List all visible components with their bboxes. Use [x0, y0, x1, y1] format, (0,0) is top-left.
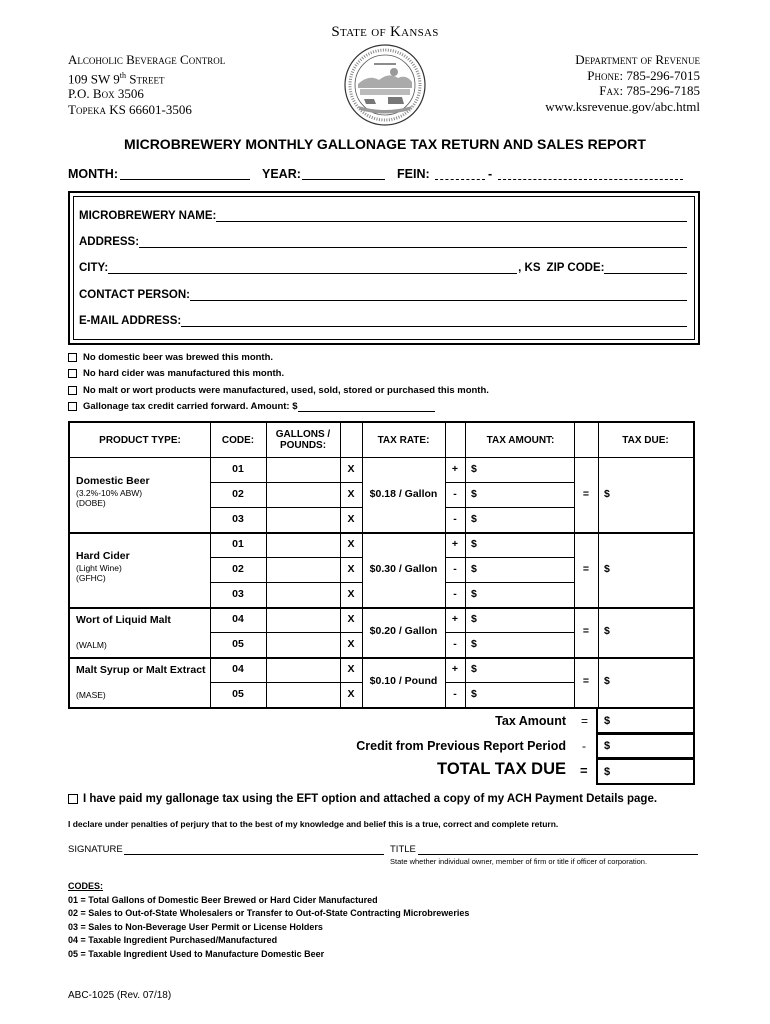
codes-legend: [68, 880, 469, 961]
credit-field[interactable]: [596, 733, 695, 759]
equals-sign: =: [582, 487, 590, 500]
multiply-sign: X: [347, 538, 355, 550]
group-divider: [70, 607, 693, 609]
website-link[interactable]: www.ksrevenue.gov/abc.html: [545, 98, 700, 114]
tax-due-input[interactable]: [616, 535, 689, 604]
checkbox-icon[interactable]: [68, 386, 77, 395]
month-label: MONTH:: [68, 167, 118, 181]
tax-amount-input[interactable]: [483, 509, 570, 530]
street-number: 109 SW 9: [68, 70, 120, 86]
agency-name: Alcoholic Beverage Control: [68, 52, 226, 67]
zip-field[interactable]: [604, 261, 687, 274]
checkbox-icon[interactable]: [68, 369, 77, 378]
gallons-input[interactable]: [268, 534, 338, 555]
contact-row: [79, 288, 687, 301]
title-field[interactable]: [418, 854, 698, 855]
code-item: 05 = Taxable Ingredient Used to Manufacture Domestic Beer: [68, 948, 325, 959]
form-number: ABC-1025 (Rev. 07/18): [68, 990, 172, 1001]
tax-amount-total-field[interactable]: [596, 707, 695, 734]
checkbox-credit-forward[interactable]: [68, 401, 435, 412]
dollar-sign: $: [471, 613, 477, 625]
code-value: 04: [232, 663, 244, 675]
tax-amount-operator: =: [581, 714, 589, 728]
multiply-sign: X: [347, 463, 355, 475]
row-divider: [445, 482, 574, 483]
fein-suffix-field[interactable]: [498, 179, 683, 180]
row-divider: [210, 582, 362, 583]
tax-amount-input[interactable]: [483, 609, 570, 630]
code-value: 05: [232, 688, 244, 700]
multiply-sign: X: [347, 613, 355, 625]
email-label: E-MAIL ADDRESS:: [79, 315, 182, 327]
gallons-input[interactable]: [268, 484, 338, 505]
header-tax-due: TAX DUE:: [622, 434, 669, 446]
year-field[interactable]: [302, 179, 385, 180]
email-field[interactable]: [181, 314, 687, 327]
city-label: CITY:: [79, 262, 109, 274]
email-row: [79, 314, 687, 327]
gallons-input[interactable]: [268, 659, 338, 680]
checkbox-no-hard-cider[interactable]: [68, 368, 284, 379]
gallons-input[interactable]: [268, 634, 338, 655]
operator-sign: -: [453, 638, 457, 650]
dollar-sign: $: [604, 675, 610, 687]
zip-label: ZIP CODE:: [546, 262, 605, 274]
state-title: State of Kansas: [331, 24, 439, 40]
gallons-input[interactable]: [268, 459, 338, 480]
row-divider: [445, 557, 574, 558]
gallons-input[interactable]: [268, 584, 338, 605]
header-tax-rate: TAX RATE:: [377, 434, 430, 446]
dollar-sign: $: [471, 488, 477, 500]
phone-number: Phone: 785-296-7015: [587, 67, 700, 83]
checkbox-icon[interactable]: [68, 402, 77, 411]
total-tax-due-field[interactable]: [596, 758, 695, 785]
gallons-input[interactable]: [268, 559, 338, 580]
month-field[interactable]: [120, 179, 250, 180]
state-label: , KS: [518, 262, 541, 274]
department-name: Department of Revenue: [575, 52, 700, 67]
header-gallons-pounds: GALLONS / POUNDS:: [275, 429, 331, 451]
eft-checkbox-icon[interactable]: [68, 794, 78, 804]
group-divider: [70, 657, 693, 659]
tax-rate-value: $0.20 / Gallon: [369, 625, 438, 637]
eft-statement: I have paid my gallonage tax using the EFT option and attached a copy of my ACH Payment Details page.: [83, 793, 658, 805]
street-name: Street: [126, 70, 165, 86]
tax-rate-value: $0.10 / Pound: [369, 675, 438, 687]
dollar-sign: $: [471, 638, 477, 650]
product-type-name: Malt Syrup or Malt Extract: [76, 664, 206, 676]
row-divider: [445, 682, 574, 683]
code-value: 01: [232, 538, 244, 550]
title-note: State whether individual owner, member of firm or title if officer of corporation.: [390, 857, 648, 866]
checkbox-label: Gallonage tax credit carried forward. Amount: $: [83, 401, 298, 412]
row-divider: [210, 632, 362, 633]
code-value: 02: [232, 488, 244, 500]
code-value: 04: [232, 613, 244, 625]
operator-sign: +: [451, 613, 459, 625]
product-abbreviation: (DOBE): [76, 498, 106, 508]
name-row: [79, 209, 687, 222]
code-value: 03: [232, 513, 244, 525]
multiply-sign: X: [347, 488, 355, 500]
multiply-sign: X: [347, 588, 355, 600]
total-operator: =: [580, 763, 588, 778]
operator-sign: +: [451, 538, 459, 550]
tax-due-input[interactable]: [616, 460, 689, 529]
address-field[interactable]: [139, 235, 687, 248]
form-title: MICROBREWERY MONTHLY GALLONAGE TAX RETURN AND SALES REPORT: [124, 136, 646, 152]
dollar-sign: $: [471, 688, 477, 700]
row-divider: [445, 507, 574, 508]
dollar-sign: $: [604, 562, 610, 575]
microbrewery-name-field[interactable]: [216, 209, 687, 222]
tax-amount-label: Tax Amount: [495, 714, 566, 728]
product-abbreviation: (GFHC): [76, 573, 106, 583]
fax-number: Fax: 785-296-7185: [599, 83, 700, 98]
row-divider: [210, 482, 362, 483]
multiply-sign: X: [347, 563, 355, 575]
city-field[interactable]: [108, 261, 517, 274]
address-row: [79, 235, 687, 248]
dollar-sign: $: [471, 463, 477, 475]
operator-sign: -: [453, 688, 457, 700]
address-label: ADDRESS:: [79, 236, 140, 248]
checkbox-icon[interactable]: [68, 353, 77, 362]
credit-label: Credit from Previous Report Period: [356, 739, 566, 753]
microbrewery-info-box: [68, 191, 700, 345]
street-address: [68, 68, 225, 87]
dollar-sign: $: [471, 513, 477, 525]
fein-dash: -: [488, 167, 493, 181]
checkbox-label: No malt or wort products were manufactured, used, sold, stored or purchased this month.: [83, 385, 489, 396]
gallons-input[interactable]: [268, 509, 338, 530]
dollar-sign: $: [471, 538, 477, 550]
checkbox-no-malt-wort[interactable]: [68, 385, 489, 396]
row-divider: [210, 557, 362, 558]
tax-amount-input[interactable]: [483, 534, 570, 555]
tax-rate-value: $0.30 / Gallon: [369, 562, 438, 575]
operator-sign: +: [451, 463, 459, 475]
header-product-type: PRODUCT TYPE:: [99, 434, 181, 446]
product-abbreviation: (MASE): [76, 690, 106, 700]
product-type-name: Domestic Beer: [76, 475, 150, 487]
row-divider: [445, 632, 574, 633]
product-type-name: Wort of Liquid Malt: [76, 614, 171, 626]
code-item: 01 = Total Gallons of Domestic Beer Brewed or Hard Cider Manufactured: [68, 894, 378, 905]
operator-sign: -: [453, 513, 457, 525]
dollar-sign: $: [471, 588, 477, 600]
tax-amount-input[interactable]: [483, 459, 570, 480]
checkbox-no-domestic-beer[interactable]: [68, 352, 273, 363]
dollar-sign: $: [604, 487, 610, 500]
code-item: 04 = Taxable Ingredient Purchased/Manufactured: [68, 935, 278, 945]
dollar-sign: $: [471, 563, 477, 575]
product-abbreviation: (WALM): [76, 640, 107, 650]
column-divider: [266, 423, 267, 707]
row-divider: [210, 682, 362, 683]
tax-amount-input[interactable]: [483, 584, 570, 605]
perjury-declaration: I declare under penalties of perjury that to the best of my knowledge and belief this is a true, correct and complete return.: [68, 819, 559, 829]
tax-table: [68, 421, 695, 709]
product-subtype: (3.2%-10% ABW): [76, 488, 143, 498]
checkbox-label: No hard cider was manufactured this month.: [83, 368, 285, 379]
agency-address-block: [68, 52, 225, 117]
tax-due-input[interactable]: [616, 610, 689, 654]
tax-amount-input[interactable]: [483, 559, 570, 580]
microbrewery-name-label: MICROBREWERY NAME:: [79, 210, 217, 222]
code-value: 02: [232, 563, 244, 575]
signature-label: SIGNATURE: [68, 844, 123, 855]
product-type-name: Hard Cider: [76, 550, 130, 562]
dollar-sign: $: [471, 663, 477, 675]
dollar-sign: $: [604, 715, 611, 727]
code-item: 03 = Sales to Non-Beverage User Permit or License Holders: [68, 921, 323, 932]
row-divider: [210, 507, 362, 508]
city-row: [79, 261, 687, 274]
equals-sign: =: [582, 675, 590, 687]
credit-operator: -: [582, 739, 586, 753]
header-code: CODE:: [221, 434, 255, 446]
dollar-sign: $: [604, 766, 611, 778]
tax-amount-input[interactable]: [483, 659, 570, 680]
contact-person-label: CONTACT PERSON:: [79, 289, 190, 301]
department-contact-block: [545, 52, 700, 114]
eft-checkbox-row[interactable]: [68, 793, 657, 805]
kansas-state-seal-icon: [344, 44, 426, 126]
column-divider: [598, 423, 599, 707]
signature-field[interactable]: [124, 854, 384, 855]
code-value: 05: [232, 638, 244, 650]
dollar-sign: $: [604, 625, 610, 637]
code-item: 02 = Sales to Out-of-State Wholesalers or Transfer to Out-of-State Contracting Microbreweries: [68, 908, 470, 918]
code-value: 01: [232, 463, 244, 475]
tax-amount-input[interactable]: [483, 634, 570, 655]
dollar-sign: $: [604, 740, 611, 752]
po-box: P.O. Box 3506: [68, 86, 144, 102]
operator-sign: -: [453, 563, 457, 575]
credit-amount-field[interactable]: [298, 402, 435, 412]
group-divider: [70, 532, 693, 534]
header-divider: [70, 457, 693, 458]
operator-sign: +: [451, 663, 459, 675]
tax-amount-input[interactable]: [483, 684, 570, 705]
product-subtype: (Light Wine): [76, 563, 122, 573]
tax-rate-value: $0.18 / Gallon: [369, 487, 438, 500]
codes-heading: CODES:: [68, 881, 104, 891]
fein-label: FEIN:: [397, 167, 430, 181]
checkbox-label: No domestic beer was brewed this month.: [83, 352, 274, 363]
year-label: YEAR:: [262, 167, 301, 181]
multiply-sign: X: [347, 638, 355, 650]
tax-due-input[interactable]: [616, 660, 689, 704]
header-tax-amount: TAX AMOUNT:: [486, 434, 555, 446]
gallons-input[interactable]: [268, 684, 338, 705]
operator-sign: -: [453, 488, 457, 500]
equals-sign: =: [582, 562, 590, 575]
multiply-sign: X: [347, 688, 355, 700]
operator-sign: -: [453, 588, 457, 600]
contact-person-field[interactable]: [190, 288, 687, 301]
column-divider: [465, 423, 466, 707]
title-label: TITLE: [390, 844, 416, 855]
tax-amount-input[interactable]: [483, 484, 570, 505]
total-tax-due-label: TOTAL TAX DUE: [437, 760, 566, 778]
code-value: 03: [232, 588, 244, 600]
fein-prefix-field[interactable]: [435, 179, 485, 180]
city-state-zip: Topeka KS 66601-3506: [68, 101, 192, 117]
street-suffix: th: [119, 70, 126, 80]
row-divider: [445, 582, 574, 583]
equals-sign: =: [582, 625, 590, 637]
multiply-sign: X: [347, 663, 355, 675]
multiply-sign: X: [347, 513, 355, 525]
gallons-input[interactable]: [268, 609, 338, 630]
